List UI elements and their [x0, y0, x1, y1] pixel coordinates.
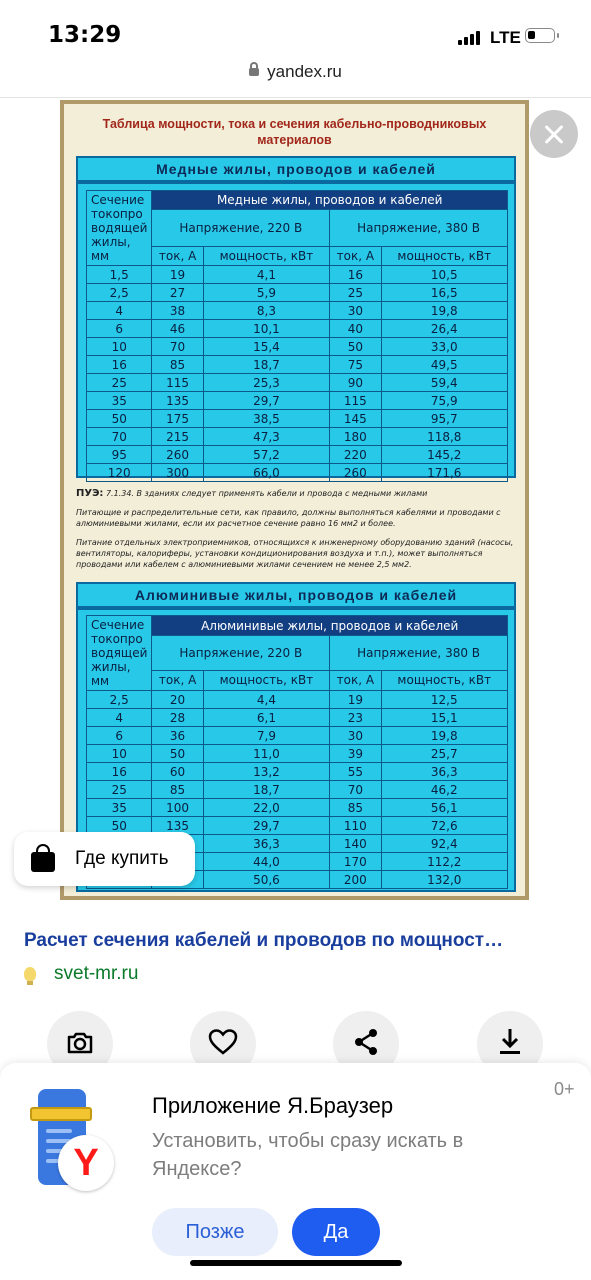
copper-table-cell: 115 — [152, 374, 203, 392]
app-description: Установить, чтобы сразу искать в Яндексе? — [152, 1130, 464, 1180]
copper-table-cell: 16 — [87, 356, 152, 374]
result-source[interactable] — [24, 963, 138, 985]
copper-table-cell: 26,4 — [381, 320, 507, 338]
pue-note — [76, 488, 515, 499]
copper-table-cell: 95,7 — [381, 410, 507, 428]
battery-icon — [525, 28, 555, 43]
divider — [0, 97, 591, 98]
copper-table-cell: 15,4 — [203, 338, 329, 356]
yandex-browser-app-icon — [30, 1089, 120, 1189]
copper-table-cell: 59,4 — [381, 374, 507, 392]
copper-table-cell: 70 — [87, 428, 152, 446]
url-bar[interactable] — [0, 62, 591, 98]
action-bar — [0, 1011, 591, 1071]
copper-v380: Напряжение, 380 В — [330, 210, 508, 247]
copper-table-cell: 175 — [152, 410, 203, 428]
copper-table-cell: 135 — [152, 392, 203, 410]
where-to-buy-label: Где купить — [75, 848, 169, 869]
copper-table-cell: 29,7 — [203, 392, 329, 410]
aluminum-table-cell: 16 — [87, 763, 152, 781]
copper-table-cell: 16 — [330, 266, 381, 284]
copper-table-cell: 33,0 — [381, 338, 507, 356]
copper-table-cell: 5,9 — [203, 284, 329, 302]
aluminum-table-cell: 85 — [152, 781, 203, 799]
copper-table-cell: 16,5 — [381, 284, 507, 302]
install-browser-banner — [0, 1063, 591, 1280]
copper-table-cell: 75 — [330, 356, 381, 374]
copper-table-cell: 57,2 — [203, 446, 329, 464]
aluminum-table-cell: 6 — [87, 727, 152, 745]
close-button[interactable] — [530, 110, 578, 158]
copper-table-cell: 171,6 — [381, 464, 507, 482]
aluminum-table-row — [87, 781, 508, 799]
network-type: LTE — [490, 28, 521, 47]
aluminum-table-cell: 55 — [330, 763, 381, 781]
aluminum-row-head: Сечение токопро водящей жилы, мм — [87, 616, 152, 691]
copper-table-cell: 27 — [152, 284, 203, 302]
copper-table-cell: 180 — [330, 428, 381, 446]
copper-table-cell: 120 — [87, 464, 152, 482]
copper-table-cell: 260 — [152, 446, 203, 464]
copper-table-cell: 46 — [152, 320, 203, 338]
copper-col-power-380: мощность, кВт — [381, 246, 507, 265]
app-name: Приложение Я.Браузер — [152, 1093, 394, 1118]
copper-table-row — [87, 446, 508, 464]
aluminum-table-row — [87, 763, 508, 781]
copper-table-row — [87, 410, 508, 428]
aluminum-table-cell: 11,0 — [203, 745, 329, 763]
copper-table-cell: 90 — [330, 374, 381, 392]
copper-col-current-380: ток, А — [330, 246, 381, 265]
copper-table-cell: 25 — [330, 284, 381, 302]
copper-col-power-220: мощность, кВт — [203, 246, 329, 265]
aluminum-table-cell: 23 — [330, 709, 381, 727]
aluminum-table-cell: 46,2 — [381, 781, 507, 799]
copper-table-cell: 10,1 — [203, 320, 329, 338]
aluminum-table-cell: 35 — [87, 799, 152, 817]
copper-col-current-220: ток, А — [152, 246, 203, 265]
copper-table-row — [87, 320, 508, 338]
aluminum-table-cell: 6,1 — [203, 709, 329, 727]
download-icon — [494, 1026, 526, 1058]
note-paragraph-1: Питающие и распределительные сети, как правило, должны выполняться кабелями и проводами с алюминиевыми жилами, если их расчетное сечение равно 16 мм2 и более. — [76, 508, 501, 528]
aluminum-table-cell: 28 — [152, 709, 203, 727]
aluminum-table-row — [87, 709, 508, 727]
aluminum-table-cell: 13,2 — [203, 763, 329, 781]
aluminum-table-cell: 39 — [330, 745, 381, 763]
aluminum-table-row — [87, 691, 508, 709]
url-text: yandex.ru — [267, 62, 342, 81]
copper-table-cell: 30 — [330, 302, 381, 320]
share-icon — [350, 1026, 382, 1058]
copper-table-row — [87, 374, 508, 392]
copper-table-row — [87, 266, 508, 284]
copper-table-row — [87, 464, 508, 482]
aluminum-table-cell: 100 — [152, 799, 203, 817]
lock-icon — [249, 68, 259, 76]
status-bar — [0, 0, 591, 62]
copper-table-cell: 70 — [152, 338, 203, 356]
copper-table-cell: 50 — [87, 410, 152, 428]
copper-table-cell: 4,1 — [203, 266, 329, 284]
copper-table-cell: 220 — [330, 446, 381, 464]
age-rating: 0+ — [554, 1079, 575, 1099]
aluminum-table-row — [87, 727, 508, 745]
copper-table-cell: 19 — [152, 266, 203, 284]
site-favicon-icon — [24, 967, 36, 981]
aluminum-table-cell: 12,5 — [381, 691, 507, 709]
copper-table-cell: 8,3 — [203, 302, 329, 320]
aluminum-table-cell: 50,6 — [203, 871, 329, 889]
aluminum-table-title: Алюминивые жилы, проводов и кабелей — [152, 616, 508, 636]
aluminum-table-cell: 85 — [330, 799, 381, 817]
copper-table-cell: 50 — [330, 338, 381, 356]
aluminum-table-cell: 4 — [87, 709, 152, 727]
copper-table-cell: 40 — [330, 320, 381, 338]
copper-table-cell: 6 — [87, 320, 152, 338]
yandex-logo-icon: Y — [58, 1135, 114, 1191]
aluminum-table-cell: 18,7 — [203, 781, 329, 799]
pue-label: ПУЭ: — [76, 488, 104, 499]
aluminum-table-cell: 44,0 — [203, 853, 329, 871]
copper-table-row — [87, 392, 508, 410]
document-title: Таблица мощности, тока и сечения кабельно-проводниковых материалов — [102, 117, 487, 147]
result-title-link[interactable]: Расчет сечения кабелей и проводов по мощност… — [24, 930, 504, 951]
copper-table-cell: 49,5 — [381, 356, 507, 374]
copper-table-cell: 85 — [152, 356, 203, 374]
camera-search-icon — [64, 1026, 96, 1058]
copper-table-cell: 300 — [152, 464, 203, 482]
status-time: 13:29 — [48, 22, 122, 48]
later-button[interactable]: Позже — [152, 1208, 278, 1256]
aluminum-table-cell: 60 — [152, 763, 203, 781]
copper-table-cell: 215 — [152, 428, 203, 446]
aluminum-table-cell: 36,3 — [381, 763, 507, 781]
copper-table-cell: 115 — [330, 392, 381, 410]
aluminum-table-cell: 72,6 — [381, 817, 507, 835]
pue-text: 7.1.34. В зданиях следует применять кабели и провода с медными жилами — [105, 489, 428, 498]
copper-section-title: Медные жилы, проводов и кабелей — [76, 156, 516, 182]
aluminum-table-cell: 110 — [330, 817, 381, 835]
copper-table-row — [87, 284, 508, 302]
yes-button[interactable]: Да — [292, 1208, 380, 1256]
copper-table-row — [87, 338, 508, 356]
aluminum-table-cell: 25,7 — [381, 745, 507, 763]
aluminum-table-cell: 56,1 — [381, 799, 507, 817]
copper-table-row — [87, 302, 508, 320]
aluminum-table-row — [87, 799, 508, 817]
home-indicator[interactable] — [190, 1260, 402, 1266]
copper-table-cell: 1,5 — [87, 266, 152, 284]
aluminum-table-cell: 170 — [330, 853, 381, 871]
aluminum-table-cell: 70 — [330, 781, 381, 799]
copper-table-cell: 38 — [152, 302, 203, 320]
copper-row-head: Сечение токопро водящей жилы, мм — [87, 191, 152, 266]
copper-table-cell: 10 — [87, 338, 152, 356]
aluminum-table-cell: 50 — [152, 745, 203, 763]
copper-v220: Напряжение, 220 В — [152, 210, 330, 247]
image-preview[interactable] — [60, 100, 529, 900]
copper-table-cell: 10,5 — [381, 266, 507, 284]
notes-block — [76, 488, 515, 570]
aluminum-col-current-380: ток, А — [330, 670, 381, 690]
copper-table-cell: 38,5 — [203, 410, 329, 428]
where-to-buy-button[interactable] — [14, 832, 195, 886]
aluminum-table-cell: 2,5 — [87, 691, 152, 709]
signal-icon — [458, 31, 480, 45]
aluminum-table-cell: 132,0 — [381, 871, 507, 889]
copper-table-cell: 18,7 — [203, 356, 329, 374]
copper-table-cell: 47,3 — [203, 428, 329, 446]
copper-table-cell: 260 — [330, 464, 381, 482]
aluminum-col-power-380: мощность, кВт — [381, 670, 507, 690]
copper-table-cell: 2,5 — [87, 284, 152, 302]
copper-table-title: Медные жилы, проводов и кабелей — [152, 191, 508, 210]
aluminum-table-cell: 135 — [152, 817, 203, 835]
aluminum-table-cell: 7,9 — [203, 727, 329, 745]
aluminum-table-row — [87, 745, 508, 763]
source-domain: svet-mr.ru — [54, 963, 139, 984]
aluminum-table-cell: 29,7 — [203, 817, 329, 835]
aluminum-v220: Напряжение, 220 В — [152, 636, 330, 671]
copper-table-cell: 25 — [87, 374, 152, 392]
aluminum-section-title: Алюминивые жилы, проводов и кабелей — [76, 582, 516, 608]
aluminum-table-cell: 30 — [330, 727, 381, 745]
copper-table-cell: 118,8 — [381, 428, 507, 446]
aluminum-table-cell: 140 — [330, 835, 381, 853]
aluminum-table-cell: 19,8 — [381, 727, 507, 745]
aluminum-table-cell: 36,3 — [203, 835, 329, 853]
copper-table-cell: 95 — [87, 446, 152, 464]
aluminum-table-cell: 19 — [330, 691, 381, 709]
aluminum-col-current-220: ток, А — [152, 670, 203, 690]
heart-icon — [207, 1026, 239, 1058]
aluminum-table-cell: 25 — [87, 781, 152, 799]
copper-table — [86, 190, 508, 482]
aluminum-table-cell: 50 — [87, 817, 152, 835]
copper-table-cell: 75,9 — [381, 392, 507, 410]
aluminum-table-cell: 15,1 — [381, 709, 507, 727]
aluminum-table-cell: 4,4 — [203, 691, 329, 709]
shopping-bag-icon — [31, 852, 55, 872]
aluminum-v380: Напряжение, 380 В — [330, 636, 508, 671]
copper-table-panel — [76, 182, 516, 478]
aluminum-table-cell: 92,4 — [381, 835, 507, 853]
copper-table-cell: 145,2 — [381, 446, 507, 464]
copper-table-cell: 25,3 — [203, 374, 329, 392]
aluminum-table-cell: 10 — [87, 745, 152, 763]
copper-table-row — [87, 428, 508, 446]
copper-table-cell: 145 — [330, 410, 381, 428]
note-paragraph-2: Питание отдельных электроприемников, относящихся к инженерному оборудованию зданий (насосы, вентиляторы, калориферы, установки кондиционирования воздуха и т.п.), может выполняться проводами или кабелем с алюминиевыми жилами сечением не менее 2,5 мм2. — [76, 538, 514, 569]
copper-table-cell: 35 — [87, 392, 152, 410]
copper-table-row — [87, 356, 508, 374]
aluminum-table-cell: 112,2 — [381, 853, 507, 871]
copper-table-cell: 66,0 — [203, 464, 329, 482]
aluminum-table-cell: 200 — [330, 871, 381, 889]
copper-table-cell: 19,8 — [381, 302, 507, 320]
aluminum-table-cell: 36 — [152, 727, 203, 745]
aluminum-table-cell: 22,0 — [203, 799, 329, 817]
copper-table-cell: 4 — [87, 302, 152, 320]
aluminum-col-power-220: мощность, кВт — [203, 670, 329, 690]
aluminum-table-cell: 20 — [152, 691, 203, 709]
